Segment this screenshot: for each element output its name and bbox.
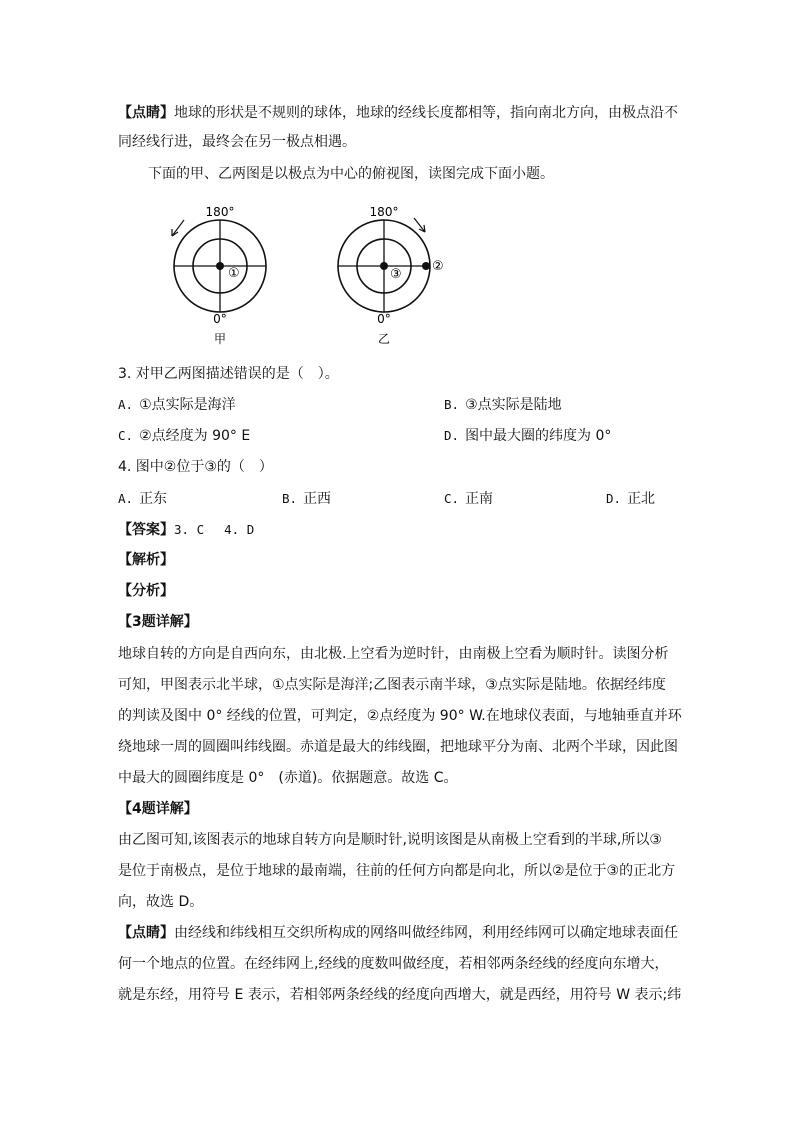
tip-text-2: 同经线行进，最终会在另一极点相遇。 bbox=[118, 134, 356, 150]
yi-caption: 乙 bbox=[377, 332, 391, 346]
q4-option-d-letter: D. bbox=[606, 491, 622, 506]
q4-option-a-letter: A. bbox=[118, 491, 134, 506]
q4-option-d-text: 正北 bbox=[627, 491, 656, 507]
q4-option-b-letter: B. bbox=[282, 491, 298, 506]
q3-option-a[interactable] bbox=[118, 395, 236, 415]
q3-option-c[interactable] bbox=[118, 426, 250, 446]
q3-option-a-letter: A. bbox=[118, 397, 134, 412]
detail-3-line-2: 可知，甲图表示北半球，①点实际是海洋;乙图表示南半球，③点实际是陆地。依据经纬度 bbox=[118, 677, 666, 693]
yi-edge-dot bbox=[422, 262, 430, 270]
detail-3-line-5: 中最大的圆圈纬度是 0° (赤道)。依据题意。故选 C。 bbox=[118, 770, 458, 786]
q3-option-c-letter: C. bbox=[118, 428, 134, 443]
detail-4-line-3: 向，故选 D。 bbox=[118, 894, 204, 910]
q3-stem: 3. 对甲乙两图描述错误的是（ ）。 bbox=[118, 366, 339, 382]
figure-jia bbox=[160, 198, 290, 348]
q3-option-b-letter: B. bbox=[444, 397, 460, 412]
detail-3-line-1: 地球自转的方向是自西向东，由北极.上空看为逆时针，由南极上空看为顺时针。读图分析 bbox=[118, 646, 669, 662]
q4-option-c-letter: C. bbox=[444, 491, 460, 506]
detail-3-label: 【3题详解】 bbox=[118, 614, 198, 630]
q4-option-a-text: 正东 bbox=[139, 491, 168, 507]
jia-point-label: ① bbox=[228, 266, 240, 281]
q4-option-b-text: 正西 bbox=[303, 491, 332, 507]
q4-option-d[interactable] bbox=[606, 489, 655, 509]
yi-edge-point-label: ② bbox=[432, 259, 444, 274]
jia-rotation-arrow-icon bbox=[172, 220, 184, 236]
answer-label: 【答案】 bbox=[118, 522, 174, 538]
answer-line bbox=[118, 520, 678, 540]
fenxi-label: 【分析】 bbox=[118, 583, 174, 599]
detail-4-label: 【4题详解】 bbox=[118, 801, 198, 817]
jia-caption: 甲 bbox=[213, 332, 227, 346]
q4-option-a[interactable] bbox=[118, 489, 167, 509]
detail-4-line-1: 由乙图可知,该图表示的地球自转方向是顺时针,说明该图是从南极上空看到的半球,所以③ bbox=[118, 832, 662, 848]
detail-3-line-3: 的判读及图中 0° 经线的位置，可判定，②点经度为 90° W.在地球仪表面，与地轴垂直并环 bbox=[118, 708, 682, 724]
tip2-line-2: 何一个地点的位置。在经纬网上,经线的度数叫做经度，若相邻两条经线的经度向东增大， bbox=[118, 956, 669, 972]
q4-option-c-text: 正南 bbox=[465, 491, 494, 507]
q4-stem: 4. 图中②位于③的（ ） bbox=[118, 459, 273, 475]
detail-4-line-2: 是位于南极点，是位于地球的最南端，往前的任何方向都是向北，所以②是位于③的正北方 bbox=[118, 863, 676, 879]
figure-yi bbox=[324, 198, 454, 348]
q4-option-c[interactable] bbox=[444, 489, 493, 509]
q3-option-c-text: ②点经度为 90° E bbox=[139, 428, 251, 444]
tip-paragraph-line-1 bbox=[118, 103, 678, 123]
yi-pole-dot bbox=[380, 262, 388, 270]
tip2-line-3: 就是东经，用符号 E 表示，若相邻两条经线的经度向西增大，就是西经，用符号 W 表示;纬 bbox=[118, 987, 682, 1003]
q3-option-b[interactable] bbox=[444, 395, 562, 415]
tip-label: 【点睛】 bbox=[118, 105, 174, 121]
q3-option-b-text: ③点实际是陆地 bbox=[465, 397, 562, 413]
yi-top-label: 180° bbox=[369, 205, 399, 219]
analysis-label: 【解析】 bbox=[118, 552, 174, 568]
tip2-line-1 bbox=[118, 923, 678, 943]
figure-prompt: 下面的甲、乙两图是以极点为中心的俯视图，读图完成下面小题。 bbox=[148, 166, 554, 182]
q4-option-b[interactable] bbox=[282, 489, 331, 509]
tip2-text-1: 由经线和纬线相互交织所构成的网络叫做经纬网，利用经纬网可以确定地球表面任 bbox=[174, 925, 678, 941]
detail-3-line-4: 绕地球一周的圆圈叫纬线圈。赤道是最大的纬线圈，把地球平分为南、北两个半球，因此图 bbox=[118, 739, 678, 755]
answer-text: 3. C 4. D bbox=[174, 522, 255, 537]
tip2-label: 【点睛】 bbox=[118, 925, 174, 941]
tip-text-1: 地球的形状是不规则的球体，地球的经线长度都相等，指向南北方向，由极点沿不 bbox=[174, 105, 678, 121]
q3-option-a-text: ①点实际是海洋 bbox=[139, 397, 236, 413]
jia-bottom-label: 0° bbox=[213, 312, 227, 326]
yi-center-point-label: ③ bbox=[390, 267, 402, 282]
jia-top-label: 180° bbox=[205, 205, 235, 219]
jia-pole-dot bbox=[216, 262, 224, 270]
yi-bottom-label: 0° bbox=[377, 312, 391, 326]
q3-option-d[interactable] bbox=[444, 426, 611, 446]
q3-option-d-letter: D. bbox=[444, 428, 460, 443]
q3-option-d-text: 图中最大圈的纬度为 0° bbox=[465, 428, 612, 444]
